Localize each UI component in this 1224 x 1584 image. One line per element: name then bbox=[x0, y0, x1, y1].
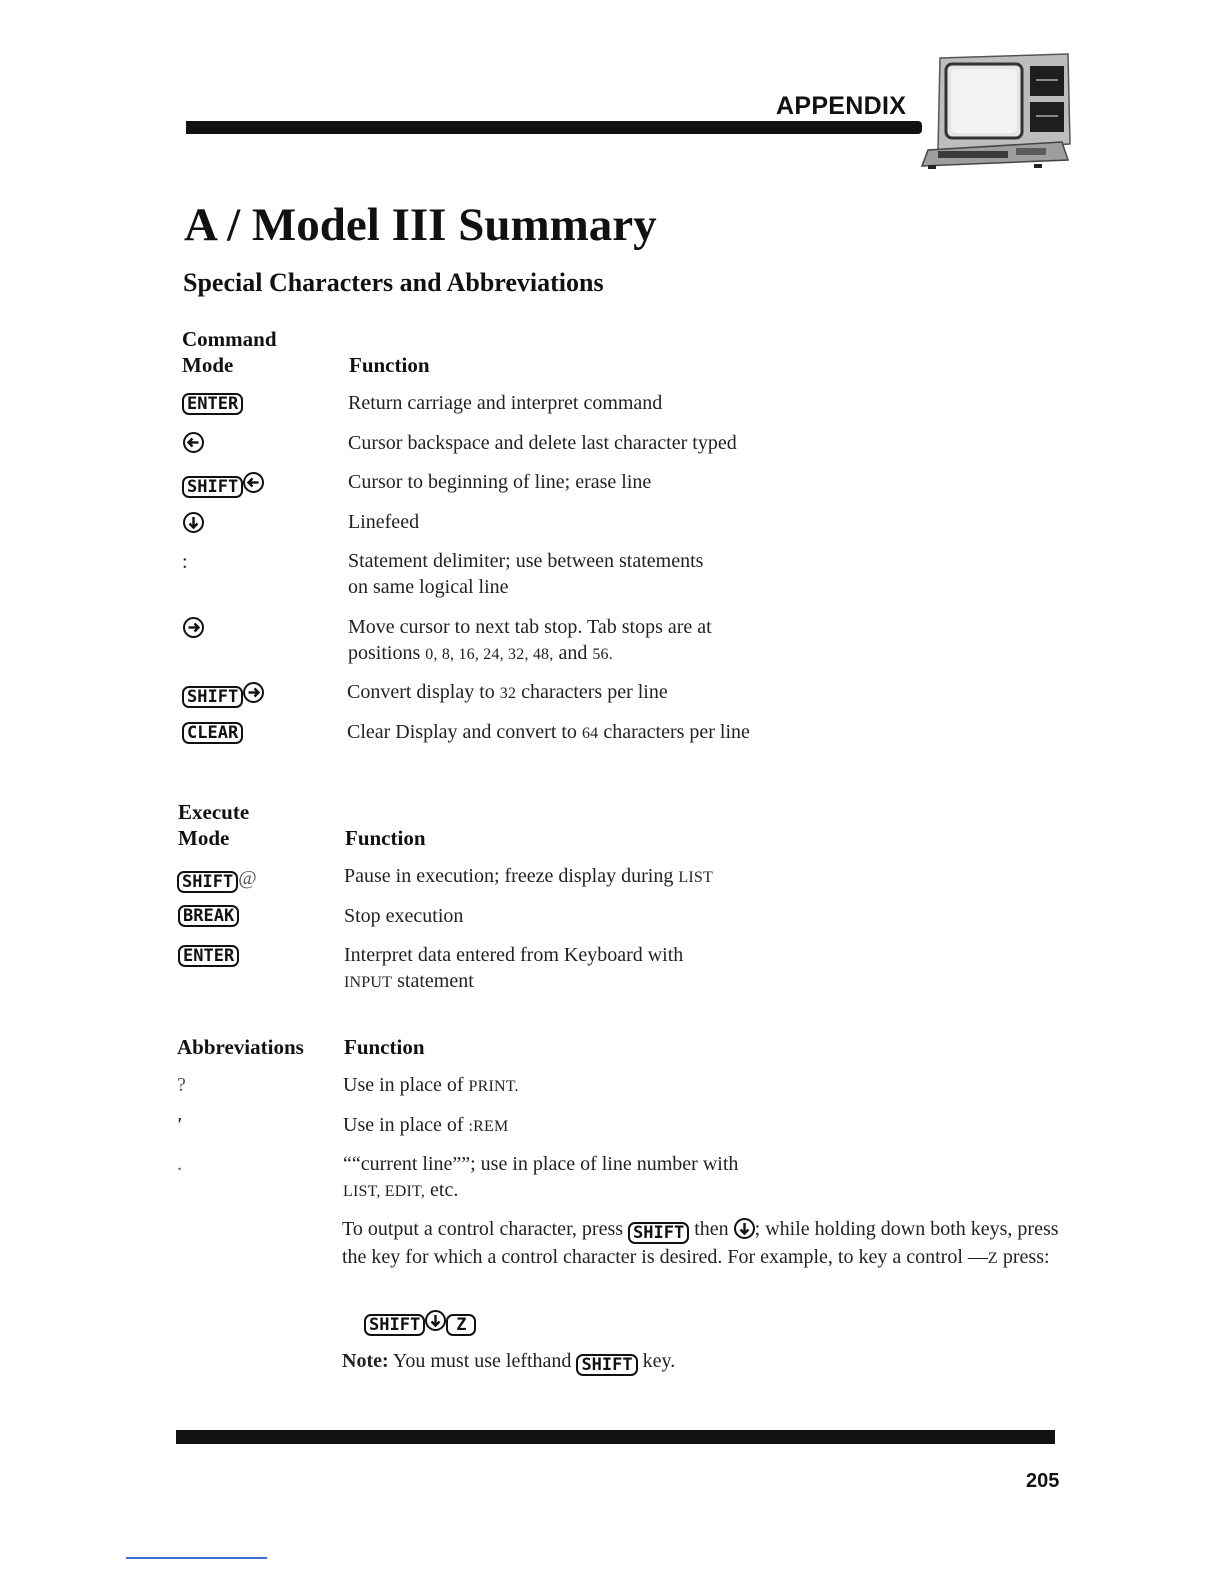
key-sequence-shift-down-z bbox=[364, 1310, 476, 1336]
shift-key: SHIFT bbox=[628, 1222, 689, 1244]
note-text-end: key. bbox=[642, 1350, 676, 1372]
control-text-4: press: bbox=[1002, 1246, 1050, 1268]
left-arrow-key-icon bbox=[243, 472, 264, 493]
note-line bbox=[342, 1348, 675, 1376]
execute-function-heading: Function bbox=[345, 826, 426, 850]
desc-post: statement bbox=[397, 970, 474, 992]
footer-rule bbox=[176, 1430, 1055, 1444]
command-mode-heading-line2: Mode bbox=[182, 353, 234, 377]
command-desc-enter: Return carriage and interpret command bbox=[348, 392, 663, 414]
command-symbol-clear bbox=[182, 722, 243, 744]
shift-key: SHIFT bbox=[182, 686, 243, 708]
command-symbol-tab bbox=[183, 617, 204, 639]
desc-pre: Pause in execution; freeze display during bbox=[344, 865, 674, 887]
abbrev-desc-rem bbox=[343, 1112, 508, 1140]
command-desc-tab bbox=[348, 614, 712, 668]
execute-symbol-break bbox=[178, 905, 239, 927]
abbreviations-heading: Abbreviations bbox=[177, 1035, 304, 1059]
command-desc-linefeed: Linefeed bbox=[348, 511, 420, 533]
abbrev-symbol-apostrophe: ' bbox=[176, 1114, 182, 1136]
command-desc-shift-right bbox=[347, 679, 668, 707]
at-symbol: @ bbox=[238, 867, 257, 889]
down-arrow-key-icon bbox=[183, 512, 204, 533]
desc-post: characters per line bbox=[603, 721, 750, 743]
appendix-label: APPENDIX bbox=[776, 92, 907, 120]
enter-key: ENTER bbox=[178, 945, 239, 967]
right-arrow-key-icon bbox=[243, 682, 264, 703]
command-desc-tab-line1: Move cursor to next tab stop. Tab stops are at bbox=[348, 616, 712, 638]
shift-key: SHIFT bbox=[364, 1314, 425, 1336]
desc-pre: Convert display to bbox=[347, 681, 495, 703]
note-text: You must use lefthand bbox=[392, 1350, 572, 1372]
execute-symbol-shift-at bbox=[177, 865, 257, 893]
desc-pre: Clear Display and convert to bbox=[347, 721, 577, 743]
tab-positions-values: 0, 8, 16, 24, 32, 48, bbox=[425, 646, 554, 663]
note-label: Note: bbox=[342, 1350, 389, 1372]
tab-positions-label: positions bbox=[348, 642, 421, 664]
command-desc-colon bbox=[348, 548, 703, 600]
command-desc-colon-line2: on same logical line bbox=[348, 576, 509, 598]
desc-pre: Use in place of bbox=[343, 1074, 464, 1096]
execute-desc-input-line2 bbox=[344, 968, 683, 996]
command-desc-clear bbox=[347, 719, 750, 747]
execute-desc-input-line1: Interpret data entered from Keyboard with bbox=[344, 944, 684, 966]
command-desc-backspace: Cursor backspace and delete last character typed bbox=[348, 432, 737, 454]
command-symbol-shift-left bbox=[182, 472, 264, 498]
desc-number: 32 bbox=[499, 685, 517, 702]
tab-positions-last: 56. bbox=[592, 646, 613, 663]
tab-positions-and: and bbox=[558, 642, 588, 664]
enter-key: ENTER bbox=[182, 393, 243, 415]
abbreviations-function-heading: Function bbox=[344, 1035, 425, 1059]
command-desc-tab-line2 bbox=[348, 640, 712, 668]
command-symbol-enter bbox=[182, 393, 243, 415]
clear-key: CLEAR bbox=[182, 722, 243, 744]
execute-mode-heading-line2: Mode bbox=[178, 826, 230, 850]
page-number: 205 bbox=[1026, 1470, 1060, 1492]
abbrev-symbol-question: ? bbox=[177, 1074, 186, 1096]
desc-keyword: LIST bbox=[678, 869, 713, 886]
trs-80-computer-icon bbox=[918, 52, 1074, 172]
desc-keyword: LIST, EDIT, bbox=[343, 1183, 426, 1200]
right-arrow-key-icon bbox=[183, 617, 204, 638]
execute-desc-stop: Stop execution bbox=[344, 905, 464, 927]
section-subtitle: Special Characters and Abbreviations bbox=[183, 268, 604, 297]
abbrev-desc-current-line-line1: ““current line””; use in place of line number with bbox=[343, 1153, 739, 1175]
desc-number: 64 bbox=[581, 725, 599, 742]
shift-key: SHIFT bbox=[177, 871, 238, 893]
execute-desc-pause bbox=[344, 863, 713, 891]
desc-keyword: INPUT bbox=[344, 974, 393, 991]
command-mode-heading bbox=[182, 326, 277, 378]
desc-keyword: :REM bbox=[468, 1118, 509, 1135]
control-z-letter: Z bbox=[987, 1250, 998, 1267]
desc-post: etc. bbox=[430, 1179, 459, 1201]
execute-mode-heading-line1: Execute bbox=[178, 800, 250, 824]
command-mode-heading-line1: Command bbox=[182, 327, 277, 351]
down-arrow-key-icon bbox=[425, 1310, 446, 1331]
header-rule bbox=[186, 121, 922, 134]
abbrev-desc-current-line bbox=[343, 1151, 738, 1205]
bottom-divider bbox=[126, 1557, 267, 1559]
command-symbol-colon: : bbox=[182, 551, 188, 573]
z-key: Z bbox=[446, 1314, 476, 1336]
control-character-paragraph bbox=[342, 1216, 1062, 1272]
abbrev-desc-current-line-line2 bbox=[343, 1177, 738, 1205]
execute-mode-heading bbox=[178, 799, 249, 851]
control-text-2: then bbox=[694, 1218, 729, 1240]
shift-key: SHIFT bbox=[182, 476, 243, 498]
down-arrow-key-icon bbox=[734, 1218, 755, 1239]
break-key: BREAK bbox=[178, 905, 239, 927]
control-text-1: To output a control character, press bbox=[342, 1218, 624, 1240]
control-text-3: ; while holding down both keys, press the key for which a control character is desired. For example, to key a control — bbox=[342, 1218, 1059, 1268]
command-desc-colon-line1: Statement delimiter; use between statements bbox=[348, 550, 704, 572]
command-symbol-backspace bbox=[183, 432, 204, 454]
command-function-heading: Function bbox=[349, 353, 430, 377]
execute-desc-input bbox=[344, 942, 683, 996]
page-title: A / Model III Summary bbox=[184, 199, 657, 251]
desc-keyword: PRINT. bbox=[468, 1078, 519, 1095]
abbrev-desc-print bbox=[343, 1072, 519, 1100]
command-desc-shift-left: Cursor to beginning of line; erase line bbox=[348, 471, 652, 493]
command-symbol-shift-right bbox=[182, 682, 264, 708]
command-symbol-linefeed bbox=[183, 512, 204, 534]
abbrev-symbol-period: . bbox=[177, 1153, 182, 1175]
desc-post: characters per line bbox=[521, 681, 668, 703]
shift-key: SHIFT bbox=[576, 1354, 637, 1376]
execute-symbol-enter bbox=[178, 945, 239, 967]
desc-pre: Use in place of bbox=[343, 1114, 464, 1136]
left-arrow-key-icon bbox=[183, 432, 204, 453]
